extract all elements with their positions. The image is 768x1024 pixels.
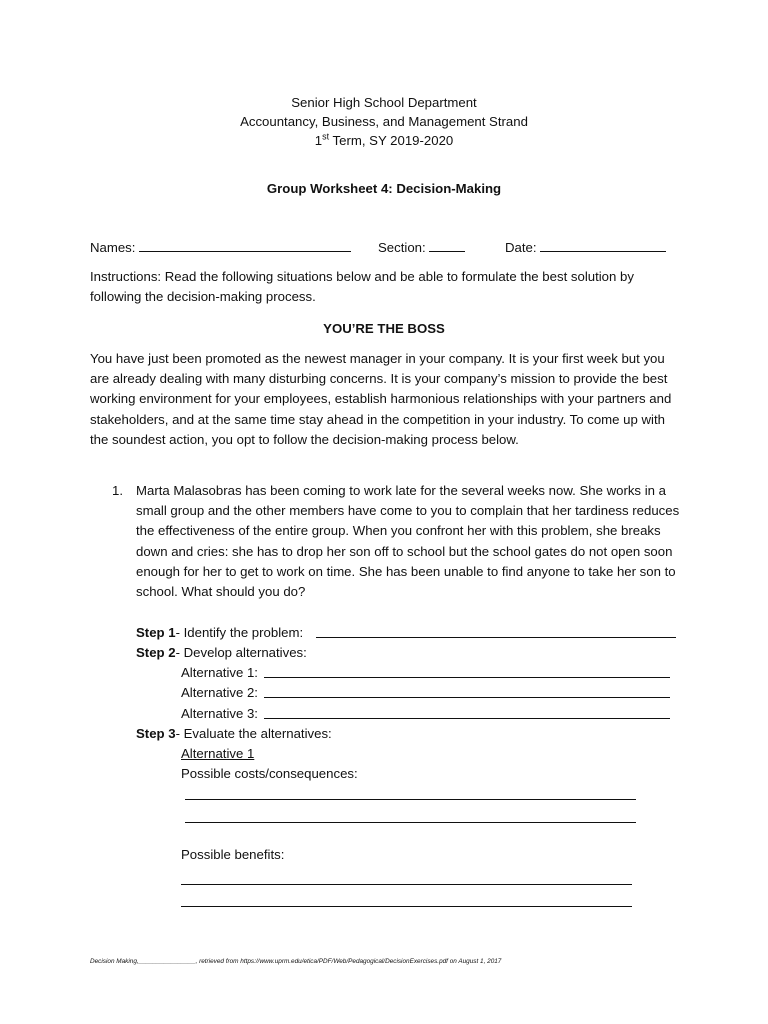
step3 (136, 724, 332, 744)
instructions: Instructions: Read the following situations below and be able to formulate the best solution by following the decision-making process. (90, 269, 634, 305)
alt1-answer-line[interactable] (264, 677, 670, 678)
term-superscript: st (322, 131, 330, 142)
names-field[interactable] (139, 239, 351, 252)
step1-text: - Identify the problem: (175, 625, 304, 640)
eval-alternative-heading: Alternative 1 (181, 746, 255, 761)
step1 (136, 623, 303, 643)
term-number: 1 (314, 133, 323, 148)
section-label: Section: (378, 240, 426, 255)
header-term (0, 131, 768, 150)
step3-text: - Evaluate the alternatives: (175, 726, 332, 741)
step3-label: Step 3 (136, 726, 176, 741)
footer-citation: Decision Making,________________, retrieved from https://www.uprm.edu/etica/PDF/Web/Pedagogical/DecisionExercises.pdf on August 1, 2017 (90, 958, 502, 965)
alt3-answer-line[interactable] (264, 718, 670, 719)
step2 (136, 643, 307, 663)
step1-answer-line[interactable] (316, 637, 676, 638)
benefits-answer-line-2[interactable] (181, 906, 632, 907)
section-field[interactable] (429, 239, 465, 252)
worksheet-title: Group Worksheet 4: Decision-Making (266, 181, 502, 196)
item-number: 1. (112, 483, 123, 498)
header-strand: Accountancy, Business, and Management Strand (240, 114, 528, 129)
section-title: YOU’RE THE BOSS (323, 321, 445, 336)
costs-answer-line-1[interactable] (185, 799, 636, 800)
alt3-label: Alternative 3: (181, 706, 258, 721)
date-label: Date: (505, 240, 537, 255)
term-text: Term, SY 2019-2020 (329, 133, 454, 148)
alt1-label: Alternative 1: (181, 665, 258, 680)
names-label: Names: (90, 240, 136, 255)
intro-paragraph: You have just been promoted as the newest manager in your company. It is your first week but you are already dealing with many disturbing concerns. It is your company’s mission to provide the best working environment for your employees, establish harmonious relationships with your partners and stakeholders, and at the same time stay ahead in the competition in your industry. To come up with the soundest action, you opt to follow the decision-making process below. (90, 351, 672, 447)
benefits-answer-line-1[interactable] (181, 884, 632, 885)
step1-label: Step 1 (136, 625, 176, 640)
step2-text: - Develop alternatives: (175, 645, 307, 660)
date-field[interactable] (540, 239, 666, 252)
benefits-label: Possible benefits: (181, 847, 285, 862)
alt2-label: Alternative 2: (181, 685, 258, 700)
section-group (378, 238, 465, 258)
header-department: Senior High School Department (291, 95, 477, 110)
item-text: Marta Malasobras has been coming to work late for the several weeks now. She works in a small group and the other members have come to you to complain that her tardiness reduces the effectiveness of the entire group. When you confront her with this problem, she breaks down and cries: she has to drop her son off to school but the school gates do not open soon enough for her to get to work on time. She has been unable to find anyone to take her son to school. What should you do? (136, 483, 680, 600)
costs-answer-line-2[interactable] (185, 822, 636, 823)
date-group (505, 238, 666, 258)
step2-label: Step 2 (136, 645, 176, 660)
costs-label: Possible costs/consequences: (181, 766, 358, 781)
alt2-answer-line[interactable] (264, 697, 670, 698)
